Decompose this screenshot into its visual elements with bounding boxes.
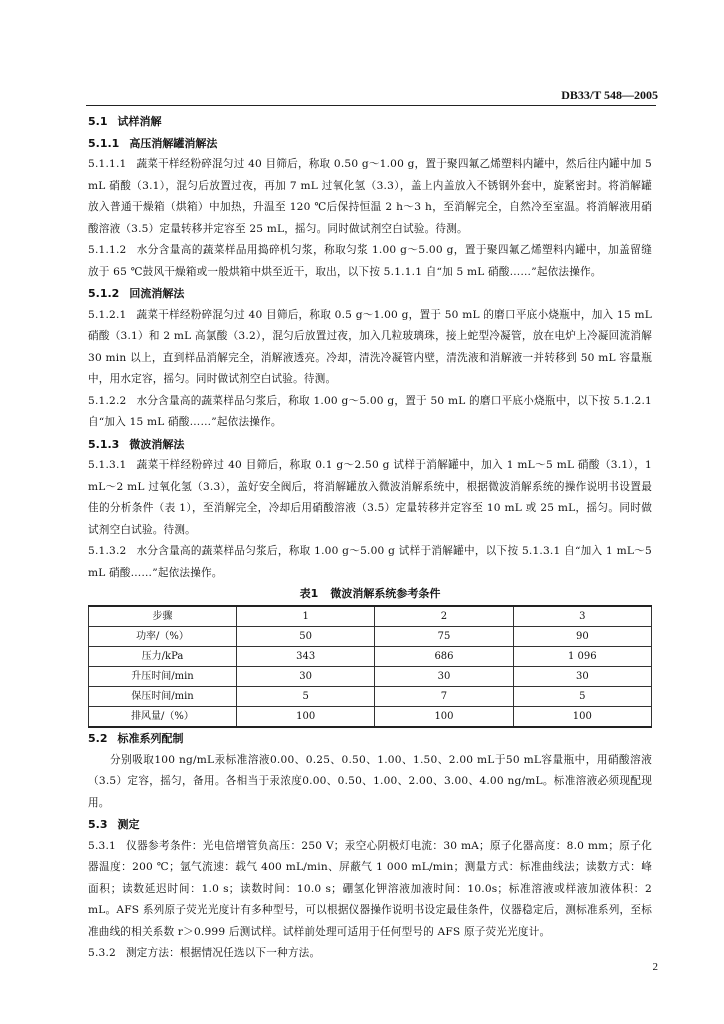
table-cell: 5	[513, 687, 651, 707]
heading-5-2	[88, 728, 652, 750]
clause-number: 5.1.3.1	[88, 459, 127, 471]
table-cell: 75	[375, 627, 513, 647]
clause-text: 测定方法：根据情况任选以下一种方法。	[125, 947, 321, 959]
table-cell: 686	[375, 647, 513, 667]
heading-title: 高压消解罐消解法	[129, 136, 218, 150]
table-cell: 100	[513, 707, 651, 728]
clause-number: 5.3.1	[88, 839, 116, 852]
heading-5-1-1	[88, 133, 652, 155]
heading-number: 5.2	[88, 732, 108, 745]
heading-title: 回流消解法	[129, 287, 185, 300]
table-cell: 100	[375, 707, 513, 728]
table-cell: 343	[237, 647, 375, 667]
table-cell: 50	[237, 627, 375, 647]
standard-code: DB33/T 548—2005	[561, 88, 658, 102]
clause-number: 5.1.2.1	[88, 308, 127, 321]
table-row	[89, 707, 652, 728]
clause-text: 水分含量高的蔬菜样品匀浆后，称取 1.00 g～5.00 g 试样于消解罐中，以下按 5.1.3.1 自“加入 1 mL～5 mL 硝酸……”起依法操作。	[88, 545, 652, 579]
page-number: 2	[652, 961, 658, 973]
heading-5-1	[88, 111, 652, 133]
paragraph-5-3-2	[88, 943, 652, 965]
table-title: 微波消解系统参考条件	[330, 587, 441, 600]
heading-title: 微波消解法	[129, 437, 185, 451]
row-label: 升压时间/min	[89, 667, 237, 687]
table-caption	[88, 585, 652, 603]
paragraph-5-1-2-2	[88, 391, 652, 434]
clause-number: 5.1.1.1	[88, 158, 127, 170]
paragraph-5-1-2-1	[88, 305, 652, 391]
clause-text: 水分含量高的蔬菜样品用捣碎机匀浆，称取匀浆 1.00 g～5.00 g，置于聚四氟乙烯塑料内罐中，加盖留缝放于 65 ℃鼓风干燥箱或一般烘箱中烘至近干，取出，以下按 5.1.1.1 自“加 5 mL 硝酸……”起依法操作。	[88, 244, 652, 278]
clause-number: 5.1.2.2	[88, 394, 127, 407]
heading-number: 5.3	[88, 818, 108, 831]
paragraph-5-1-1-1	[88, 154, 652, 240]
row-label: 保压时间/min	[89, 687, 237, 707]
clause-text: 仪器参考条件：光电倍增管负高压：250 V；汞空心阴极灯电流：30 mA；原子化器高度：8.0 mm；原子化器温度：200 ℃；氩气流速：载气 400 mL/min、屏蔽气 1 000 mL/min；测量方式：标准曲线法；读数方式：峰面积；读数延迟时间：1.0 s；读数时间：10.0 s；硼氢化钾溶液加液时间：10.0s；标准溶液或样液加液体积：2 mL。AFS 系列原子荧光光度计有多种型号，可以根据仪器操作说明书设定最佳条件，仪器稳定后，测标准系列，至标准曲线的相关系数 r＞0.999 后测试样。试样前处理可适用于任何型号的 AFS 原子荧光光度计。	[88, 839, 652, 938]
table-cell: 3	[513, 606, 651, 627]
paragraph-5-1-1-2	[88, 240, 652, 283]
header-rule	[86, 105, 656, 106]
table-row	[89, 606, 652, 627]
heading-number: 5.1.2	[88, 287, 120, 300]
table-row	[89, 667, 652, 687]
heading-5-1-3	[88, 434, 652, 456]
clause-number: 5.3.2	[88, 947, 116, 959]
table-cell: 1	[237, 606, 375, 627]
table-cell: 30	[237, 667, 375, 687]
row-label: 步骤	[89, 606, 237, 627]
heading-5-3	[88, 814, 652, 836]
paragraph-5-2: 分别吸取100 ng/mL汞标准溶液0.00、0.25、0.50、1.00、1.50、2.00 mL于50 mL容量瓶中，用硝酸溶液（3.5）定容，摇匀，备用。各相当于汞浓度0.00、0.50、1.00、2.00、3.00、4.00 ng/mL。标准溶液必须现配现用。	[88, 753, 652, 809]
paragraph-5-1-3-2	[88, 541, 652, 584]
table-number: 表1	[299, 587, 319, 600]
heading-title: 试样消解	[117, 115, 162, 128]
row-label: 压力/kPa	[89, 647, 237, 667]
heading-5-1-2	[88, 283, 652, 305]
table-cell: 100	[237, 707, 375, 728]
heading-number: 5.1.3	[88, 437, 120, 451]
paragraph-5-1-3-1	[88, 455, 652, 541]
heading-title: 标准系列配制	[117, 732, 184, 745]
clause-number: 5.1.3.2	[88, 545, 127, 557]
paragraph-5-3-1	[88, 836, 652, 944]
table-row	[89, 647, 652, 667]
row-label: 排风量/（%）	[89, 707, 237, 728]
clause-text: 蔬菜干样经粉碎混匀过 40 目筛后，称取 0.50 g～1.00 g，置于聚四氟乙烯塑料内罐中，然后往内罐中加 5 mL 硝酸（3.1），混匀后放置过夜，再加 7 mL 过氧化氢（3.3），盖上内盖放入不锈钢外套中，旋紧密封。将消解罐放入普通干燥箱（烘箱）中加热，升温至 120 ℃后保持恒温 2 h～3 h，至消解完全，自然冷至室温。将消解液用硝酸溶液（3.5）定量转移并定容至 25 mL，摇匀。同时做试剂空白试验。待测。	[88, 158, 652, 235]
table-cell: 90	[513, 627, 651, 647]
table-row	[89, 687, 652, 707]
table-row	[89, 627, 652, 647]
table-cell: 2	[375, 606, 513, 627]
table-cell: 1 096	[513, 647, 651, 667]
heading-title: 测定	[117, 818, 140, 831]
clause-text: 水分含量高的蔬菜样品匀浆后，称取 1.00 g～5.00 g，置于 50 mL 的磨口平底小烧瓶中，以下按 5.1.2.1 自“加入 15 mL 硝酸……”起依法操作。	[88, 394, 652, 428]
document-body	[88, 111, 652, 965]
table-cell: 5	[237, 687, 375, 707]
microwave-conditions-table	[88, 605, 652, 728]
heading-number: 5.1	[88, 115, 108, 128]
heading-number: 5.1.1	[88, 136, 120, 150]
table-cell: 30	[513, 667, 651, 687]
row-label: 功率/（%）	[89, 627, 237, 647]
clause-text: 蔬菜干样经粉碎过 40 目筛后，称取 0.1 g～2.50 g 试样于消解罐中，加入 1 mL～5 mL 硝酸（3.1），1 mL～2 mL 过氧化氢（3.3），盖好安全阀后，将消解罐放入微波消解系统中，根据微波消解系统的操作说明书设置最佳的分析条件（表 1），至消解完全，冷却后用硝酸溶液（3.5）定量转移并定容至 10 mL 或 25 mL，摇匀。同时做试剂空白试验。待测。	[88, 459, 652, 536]
clause-text: 蔬菜干样经粉碎混匀过 40 目筛后，称取 0.5 g～1.00 g，置于 50 mL 的磨口平底小烧瓶中，加入 15 mL 硝酸（3.1）和 2 mL 高氯酸（3.2），混匀后放置过夜，加入几粒玻璃珠，接上蛇型冷凝管，放在电炉上冷凝回流消解 30 min 以上，直到样品消解完全，消解液透亮。冷却，清洗冷凝管内壁，清洗液和消解液一并转移到 50 mL 容量瓶中，用水定容，摇匀。同时做试剂空白试验。待测。	[88, 308, 652, 385]
clause-number: 5.1.1.2	[88, 244, 127, 256]
table-cell: 30	[375, 667, 513, 687]
table-cell: 7	[375, 687, 513, 707]
